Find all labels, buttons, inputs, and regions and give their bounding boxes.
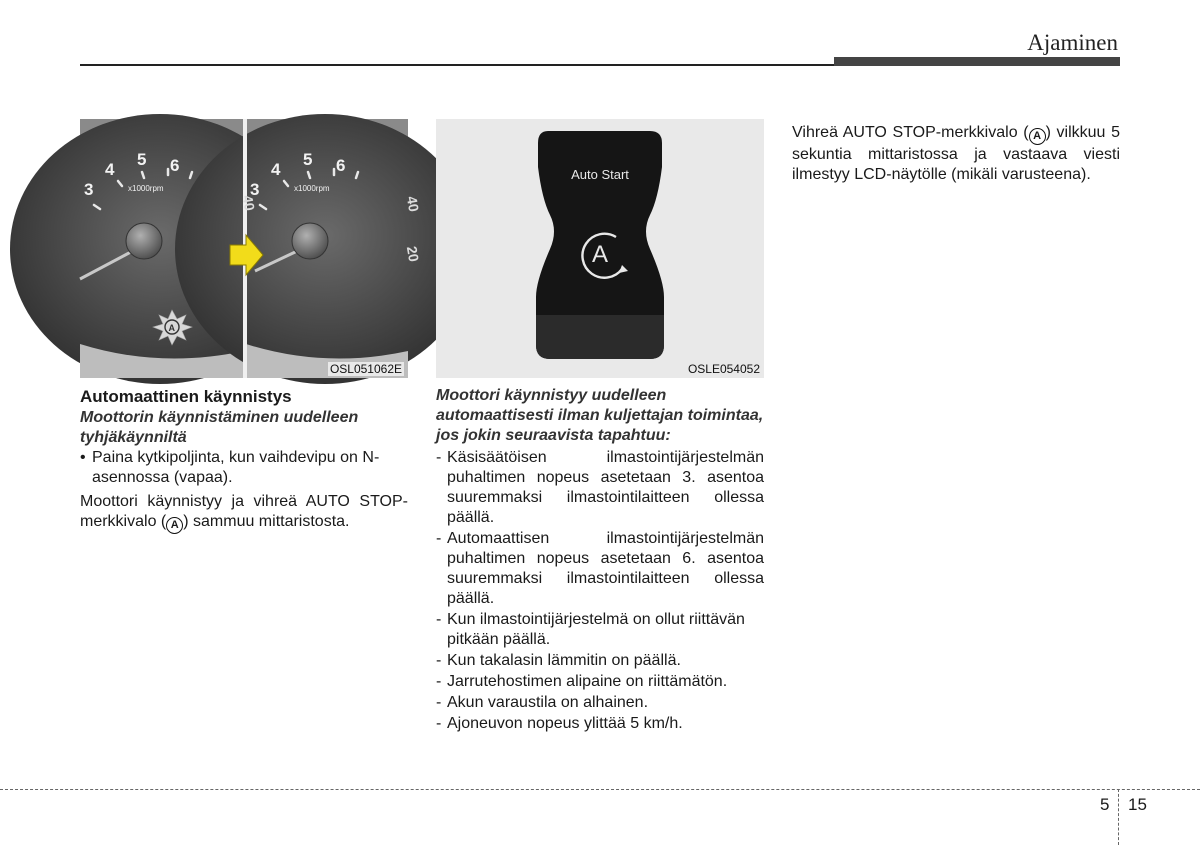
bullet-mark: • bbox=[80, 449, 86, 466]
gauge-number-5-right: 5 bbox=[303, 150, 313, 169]
auto-start-label: Auto Start bbox=[571, 167, 629, 182]
section-subheading: Moottorin käynnistäminen uudelleen tyhjäkäynniltä bbox=[80, 409, 359, 446]
gauge-number-6: 6 bbox=[170, 156, 180, 175]
list-item bbox=[80, 448, 408, 488]
list-item: - Automaattisen ilmastointijärjestelmän puhaltimen nopeus asetetaan 6. asentoa suuremmaksi ilmastointilaitteen ollessa päällä. bbox=[436, 530, 764, 607]
conditions-intro: Moottori käynnistyy uudelleen automaattisesti ilman kuljettajan toimintaa, jos jokin seuraavista tapahtuu: bbox=[436, 387, 764, 444]
column-middle bbox=[436, 386, 764, 735]
svg-text:A: A bbox=[591, 241, 609, 268]
gauge-number-3: 3 bbox=[84, 180, 94, 199]
list-item: - Käsisäätöisen ilmastointijärjestelmän puhaltimen nopeus asetetaan 3. asentoa suuremmaksi ilmastointilaitteen ollessa päällä. bbox=[436, 449, 764, 526]
header-rule bbox=[80, 64, 840, 66]
gauge-unit-right: x1000rpm bbox=[294, 184, 330, 193]
gauge-unit: x1000rpm bbox=[128, 184, 164, 193]
figure-code: OSL051062E bbox=[329, 362, 402, 376]
header-rule-bar bbox=[834, 57, 1120, 66]
list-item: - Ajoneuvon nopeus ylittää 5 km/h. bbox=[436, 715, 683, 732]
list-item: - Jarrutehostimen alipaine on riittämätön. bbox=[436, 673, 728, 690]
figure-instrument-cluster bbox=[80, 119, 423, 378]
auto-stop-flash-icon bbox=[153, 310, 192, 345]
paragraph: Moottori käynnistyy ja vihreä AUTO STOP-merkkivalo ( A ) sammuu mittaristosta. bbox=[80, 492, 408, 534]
bullet-text: Paina kytkipoljinta, kun vaihdevipu on N-asennossa (vapaa). bbox=[92, 449, 380, 486]
gauge-number-3-right: 3 bbox=[250, 180, 260, 199]
instrument-cluster-illustration bbox=[80, 119, 423, 378]
side-digits-left: 40 bbox=[239, 193, 259, 212]
column-left bbox=[80, 386, 408, 534]
svg-text:A: A bbox=[168, 323, 175, 333]
footer-divider bbox=[0, 789, 1200, 790]
auto-stop-indicator-icon: A bbox=[166, 517, 183, 534]
paragraph: Vihreä AUTO STOP-merkkivalo ( A ) vilkkuu 5 sekuntia mittaristossa ja vastaava viesti ilmestyy LCD-näytölle (mikäli varusteena). bbox=[792, 124, 1120, 183]
list-item: - Akun varaustila on alhainen. bbox=[436, 694, 649, 711]
auto-start-button-illustration bbox=[436, 119, 764, 378]
figure-code: OSLE054052 bbox=[687, 362, 760, 376]
footer-vertical-divider bbox=[1118, 789, 1119, 845]
gauge-number-4-right: 4 bbox=[271, 160, 281, 179]
list-item: - Kun ilmastointijärjestelmä on ollut riittävän pitkään päällä. bbox=[436, 611, 745, 648]
chapter-number: 5 bbox=[1100, 795, 1110, 814]
page-header-title: Ajaminen bbox=[1027, 30, 1118, 55]
gauge-number-6-right: 6 bbox=[336, 156, 346, 175]
page-number: 15 bbox=[1128, 795, 1147, 814]
figure-auto-start-button bbox=[436, 119, 764, 378]
side-digits-right-a: 40 bbox=[403, 194, 423, 213]
auto-stop-indicator-icon: A bbox=[1029, 128, 1046, 145]
column-right bbox=[792, 123, 1120, 185]
side-digits-right-b: 20 bbox=[403, 244, 423, 263]
list-item: - Kun takalasin lämmitin on päällä. bbox=[436, 652, 681, 669]
gauge-number-4: 4 bbox=[105, 160, 115, 179]
section-heading: Automaattinen käynnistys bbox=[80, 387, 292, 406]
gauge-number-5: 5 bbox=[137, 150, 147, 169]
